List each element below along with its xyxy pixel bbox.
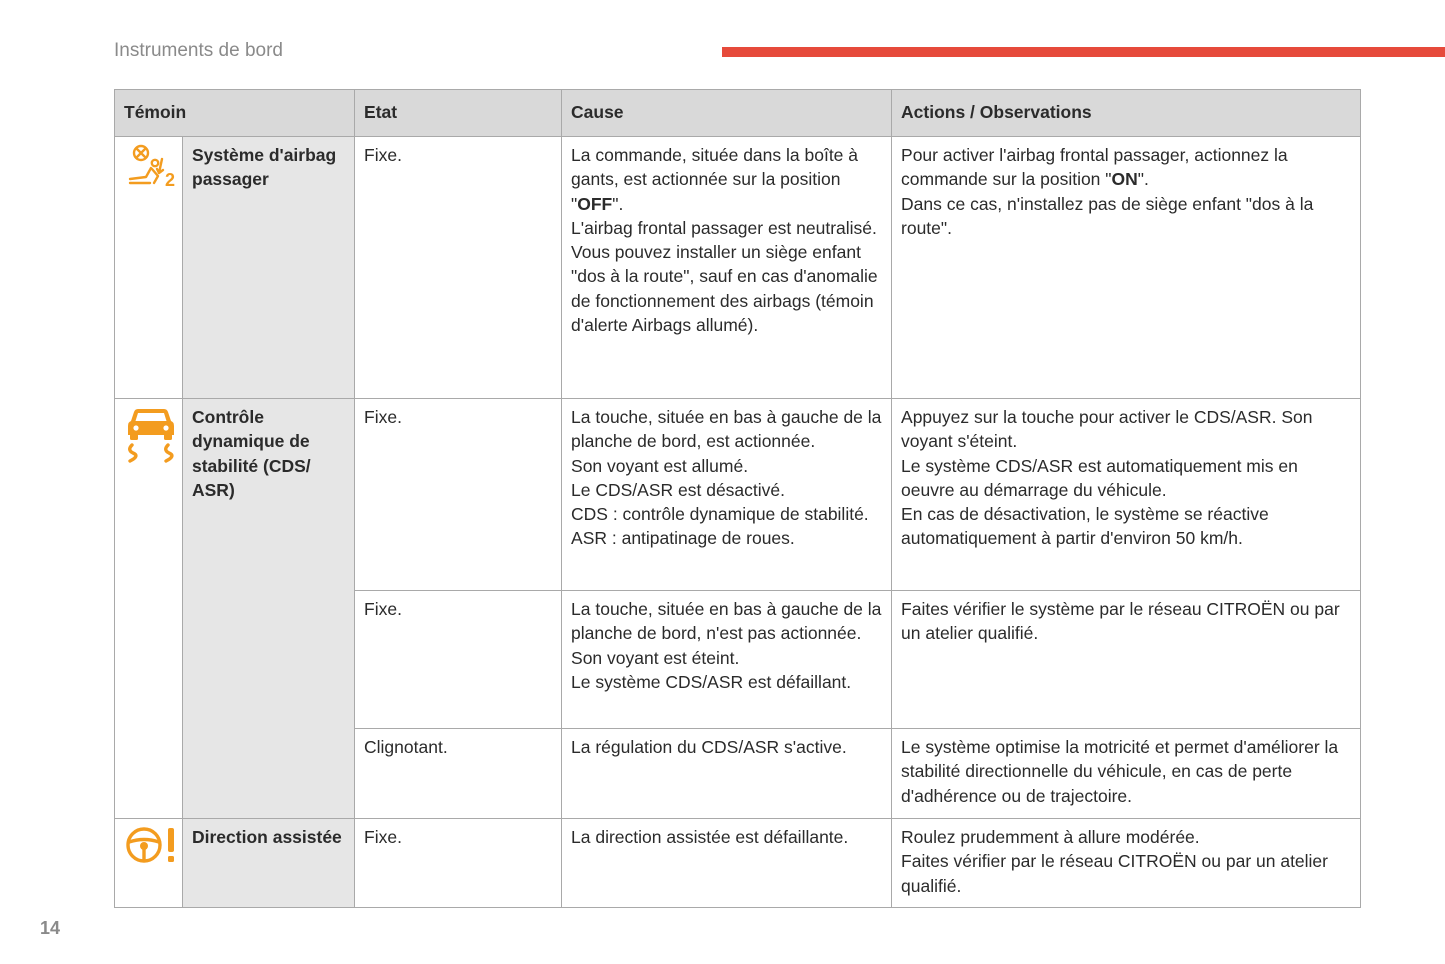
column-header-actions: Actions / Observations: [892, 90, 1361, 137]
actions-line: Appuyez sur la touche pour activer le CDS/ASR. Son voyant s'éteint.: [901, 407, 1313, 452]
warning-light-name: Contrôle dynamique de stabilité (CDS/ ASR): [183, 399, 355, 819]
cause-text: La commande, située dans la boîte à gants, est actionnée sur la position ": [571, 145, 859, 214]
cause-line: Le CDS/ASR est désactivé.: [571, 479, 785, 500]
actions-cell: [892, 819, 1361, 908]
cause-line: L'airbag frontal passager est neutralisé.: [571, 217, 877, 238]
column-header-temoin: Témoin: [115, 90, 355, 137]
table-row: [115, 819, 1361, 908]
warning-lights-table: [114, 89, 1361, 908]
icon-cell: [115, 399, 183, 819]
state-cell: Fixe.: [355, 591, 562, 729]
cause-line: La touche, située en bas à gauche de la planche de bord, n'est pas actionnée.: [571, 599, 882, 644]
state-cell: Fixe.: [355, 137, 562, 399]
cause-line: [571, 143, 882, 216]
column-header-etat: Etat: [355, 90, 562, 137]
actions-text: Pour activer l'airbag frontal passager, actionnez la commande sur la position ": [901, 145, 1288, 190]
warning-light-name: Direction assistée: [183, 819, 355, 908]
actions-cell: [892, 729, 1361, 819]
actions-line: Dans ce cas, n'installez pas de siège enfant "dos à la route".: [901, 193, 1314, 238]
state-cell: Fixe.: [355, 399, 562, 591]
actions-text: ".: [1137, 169, 1149, 190]
cause-text: ".: [612, 193, 624, 214]
header-accent-bar: [722, 47, 1445, 57]
table-row: [115, 137, 1361, 399]
cause-line: Le système CDS/ASR est défaillant.: [571, 671, 852, 692]
actions-cell: [892, 137, 1361, 399]
svg-text:2: 2: [165, 170, 176, 189]
power-steering-warning-icon: [124, 825, 173, 865]
table-row: [115, 399, 1361, 591]
cause-cell: [562, 729, 892, 819]
actions-line: En cas de désactivation, le système se réactive automatiquement à partir d'environ 50 km/h.: [901, 504, 1269, 549]
cause-line: Vous pouvez installer un siège enfant "dos à la route", sauf en cas d'anomalie de fonctionnement des airbags (témoin d'alerte Airbags allumé).: [571, 242, 878, 336]
stability-control-icon: [124, 405, 173, 463]
cause-bold-text: OFF: [577, 193, 613, 214]
cause-line: La régulation du CDS/ASR s'active.: [571, 737, 847, 757]
actions-line: [901, 143, 1351, 192]
table-header-row: [115, 90, 1361, 137]
cause-line: La direction assistée est défaillante.: [571, 827, 849, 847]
column-header-cause: Cause: [562, 90, 892, 137]
actions-line: Le système optimise la motricité et permet d'améliorer la stabilité directionnelle du véhicule, en cas de perte d'adhérence ou de trajectoire.: [901, 737, 1339, 806]
cause-cell: [562, 819, 892, 908]
cause-line: ASR : antipatinage de roues.: [571, 528, 795, 549]
icon-cell: [115, 819, 183, 908]
actions-cell: [892, 591, 1361, 729]
cause-cell: [562, 591, 892, 729]
actions-cell: [892, 399, 1361, 591]
state-cell: Fixe.: [355, 819, 562, 908]
actions-line: Faites vérifier par le réseau CITROËN ou par un atelier qualifié.: [901, 851, 1328, 896]
warning-light-name: Système d'airbag passager: [183, 137, 355, 399]
actions-line: Faites vérifier le système par le réseau CITROËN ou par un atelier qualifié.: [901, 599, 1340, 644]
cause-line: Son voyant est éteint.: [571, 647, 740, 668]
page-number: 14: [40, 918, 61, 938]
cause-line: CDS : contrôle dynamique de stabilité.: [571, 504, 869, 525]
state-cell: Clignotant.: [355, 729, 562, 819]
cause-cell: [562, 399, 892, 591]
airbag-passenger-off-icon: [124, 143, 176, 189]
actions-line: Le système CDS/ASR est automatiquement mis en oeuvre au démarrage du véhicule.: [901, 455, 1298, 500]
actions-bold-text: ON: [1111, 169, 1138, 190]
cause-line: La touche, située en bas à gauche de la planche de bord, est actionnée.: [571, 407, 882, 452]
cause-line: Son voyant est allumé.: [571, 455, 749, 476]
cause-cell: [562, 137, 892, 399]
section-title: Instruments de bord: [114, 40, 283, 61]
actions-line: Roulez prudemment à allure modérée.: [901, 827, 1200, 847]
icon-cell: [115, 137, 183, 399]
